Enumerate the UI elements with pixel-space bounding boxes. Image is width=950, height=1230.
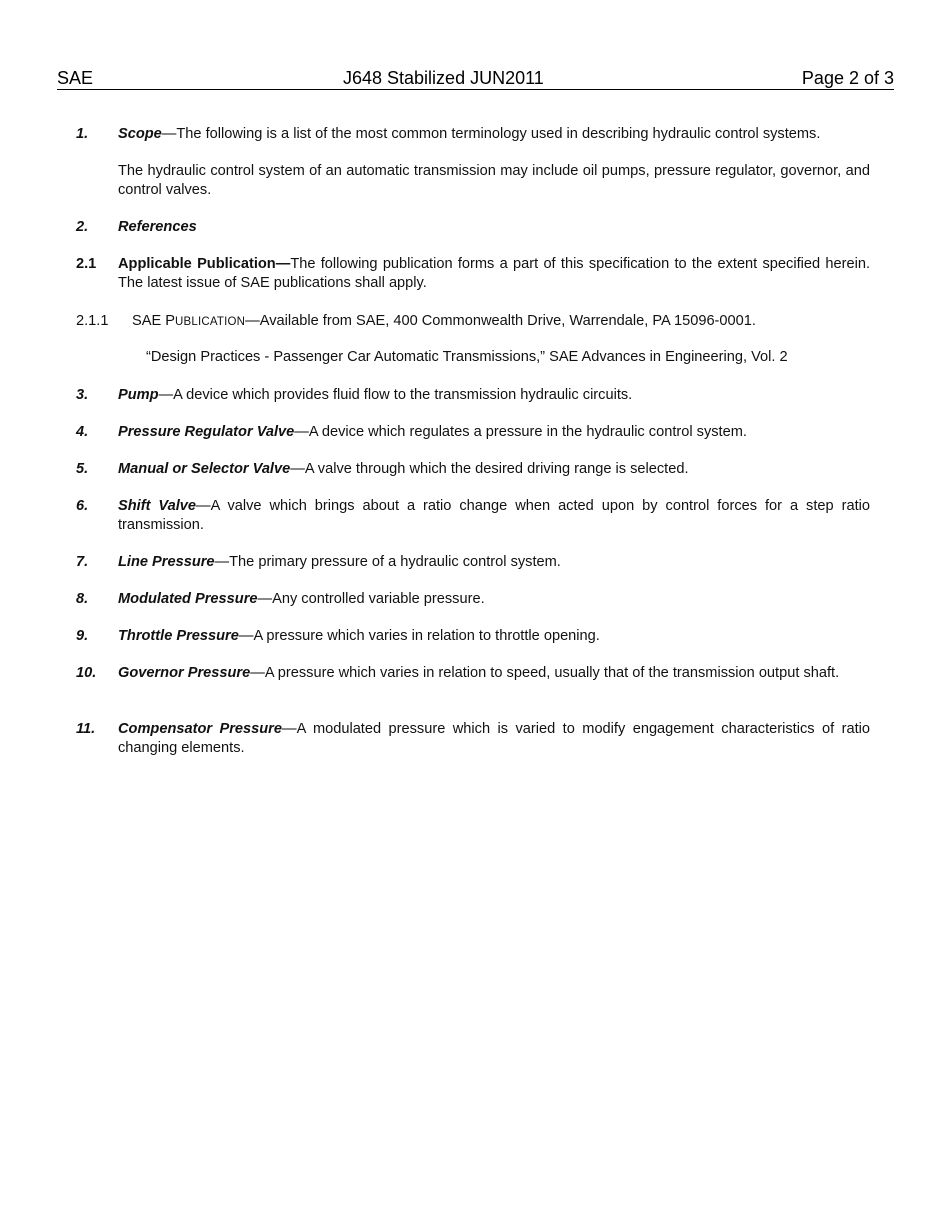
section-text: —The primary pressure of a hydraulic control system. — [214, 554, 561, 570]
section-text: —A pressure which varies in relation to throttle opening. — [238, 628, 600, 644]
citation-text: “Design Practices - Passenger Car Automatic Transmissions,” SAE Advances in Engineering, Vol. 2 — [146, 349, 788, 365]
section-11 — [76, 720, 870, 758]
section-7 — [76, 553, 870, 572]
section-term: Modulated Pressure — [118, 591, 258, 607]
page-header — [57, 68, 894, 90]
section-term: Applicable Publication— — [118, 256, 291, 272]
paragraph-text: The hydraulic control system of an automatic transmission may include oil pumps, pressure regulator, governor, and control valves. — [118, 163, 870, 198]
section-number: 4. — [76, 424, 89, 440]
section-number: 9. — [76, 628, 89, 644]
section-text: —A device which provides fluid flow to the transmission hydraulic circuits. — [158, 387, 633, 403]
section-term: Pressure Regulator Valve — [118, 424, 295, 440]
section-term: Governor Pressure — [118, 665, 251, 681]
section-1-paragraph — [76, 162, 870, 200]
citation — [76, 348, 870, 367]
section-text: —Any controlled variable pressure. — [257, 591, 485, 607]
section-text: —The following is a list of the most common terminology used in describing hydraulic control systems. — [161, 126, 821, 142]
section-term: Compensator Pressure — [118, 721, 282, 737]
section-term: Line Pressure — [118, 554, 215, 570]
section-number: 10. — [76, 665, 97, 681]
section-8 — [76, 590, 870, 609]
section-2-1-1 — [76, 312, 870, 332]
section-number: 5. — [76, 461, 89, 477]
section-term: Manual or Selector Valve — [118, 461, 291, 477]
section-text: —A device which regulates a pressure in the hydraulic control system. — [294, 424, 747, 440]
section-2 — [76, 218, 870, 237]
section-6 — [76, 497, 870, 535]
section-text: —A valve which brings about a ratio change when acted upon by control forces for a step ratio transmission. — [118, 498, 870, 533]
section-2-1 — [76, 255, 870, 293]
section-number: 2.1 — [76, 256, 97, 272]
section-term: Scope — [118, 126, 162, 142]
publication-lead: SAE P — [132, 313, 175, 329]
section-1 — [76, 125, 870, 144]
section-number: 7. — [76, 554, 89, 570]
section-text: —A valve through which the desired driving range is selected. — [290, 461, 689, 477]
section-term: Pump — [118, 387, 159, 403]
section-text: —A pressure which varies in relation to speed, usually that of the transmission output shaft. — [250, 665, 840, 681]
section-text: —A modulated pressure which is varied to modify engagement characteristics of ratio changing elements. — [118, 721, 870, 756]
section-term: Throttle Pressure — [118, 628, 239, 644]
section-10 — [76, 664, 870, 683]
section-number: 6. — [76, 498, 89, 514]
section-number: 3. — [76, 387, 89, 403]
section-3 — [76, 386, 870, 405]
section-number: 11. — [76, 721, 96, 737]
header-org: SAE — [57, 68, 94, 88]
section-number: 8. — [76, 591, 89, 607]
section-number: 1. — [76, 126, 89, 142]
section-9 — [76, 627, 870, 646]
publication-smallcaps: UBLICATION — [175, 316, 246, 328]
header-page-number: Page 2 of 3 — [801, 68, 894, 88]
section-text: —Available from SAE, 400 Commonwealth Drive, Warrendale, PA 15096-0001. — [245, 313, 756, 329]
header-doc-id: J648 Stabilized JUN2011 — [343, 68, 544, 88]
section-term: References — [118, 219, 197, 235]
section-text: The following publication forms a part of this specification to the extent specified herein. The latest issue of SAE publications shall apply. — [118, 256, 871, 291]
section-term: Shift Valve — [118, 498, 196, 514]
section-4 — [76, 423, 870, 442]
section-5 — [76, 460, 870, 479]
section-number: 2.1.1 — [76, 313, 109, 329]
section-number: 2. — [76, 219, 89, 235]
